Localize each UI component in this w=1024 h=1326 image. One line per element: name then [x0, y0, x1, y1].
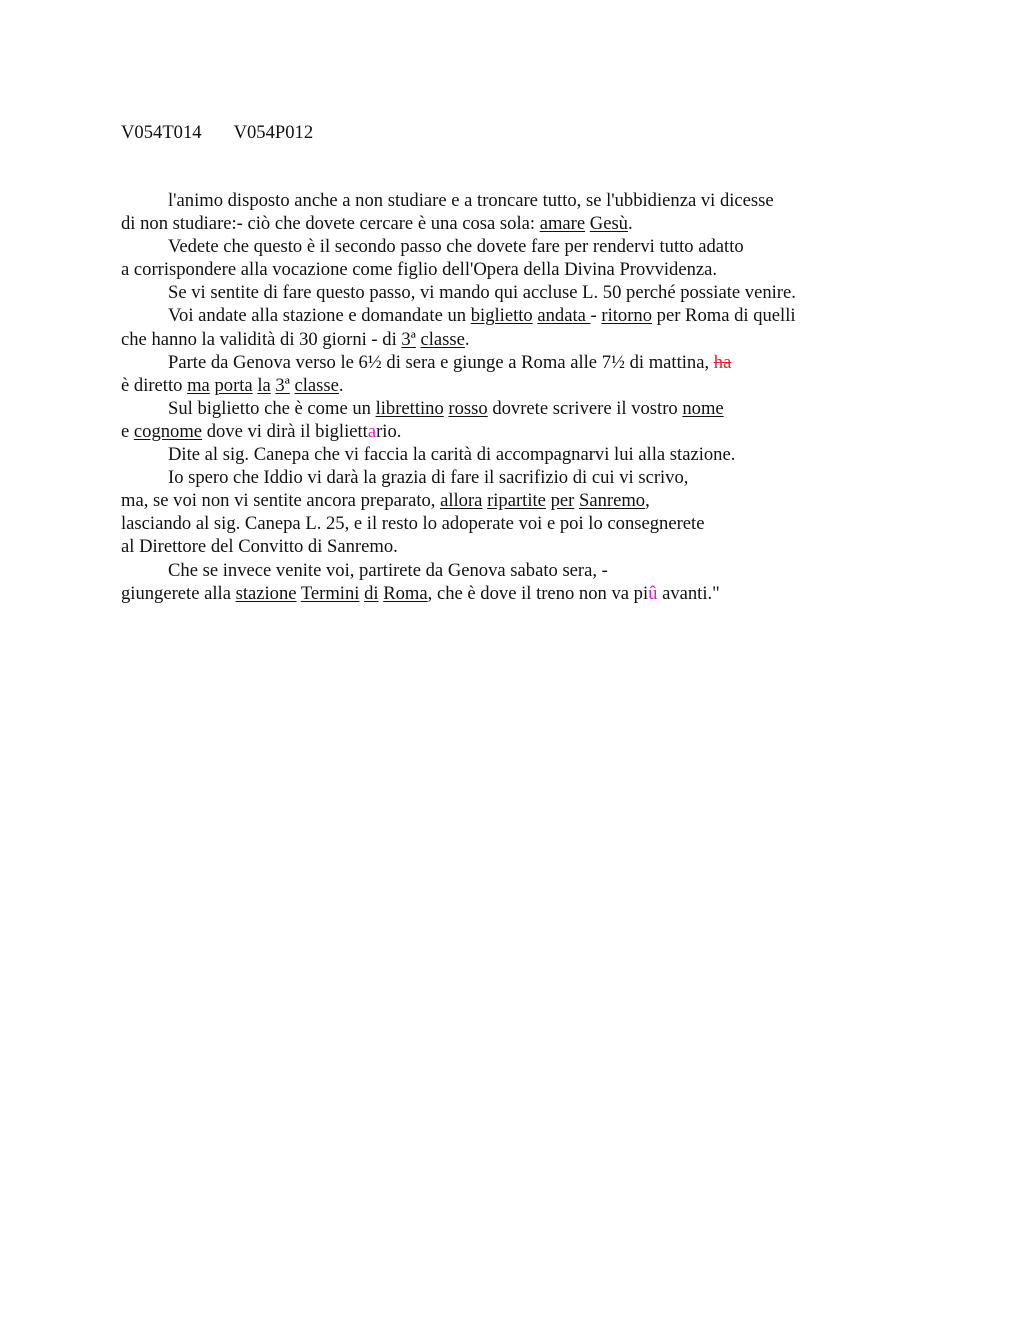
underlined-word: porta	[214, 374, 253, 396]
underlined-word: classe	[294, 374, 339, 396]
text-line	[121, 281, 901, 304]
text-line	[121, 304, 901, 327]
text-segment: di non studiare:- ciò che dovete cercare è una cosa sola:	[121, 213, 540, 235]
underlined-word: Termini	[300, 582, 360, 604]
text-line	[121, 258, 901, 281]
letter-body	[121, 189, 901, 605]
text-segment: .	[627, 213, 633, 235]
underlined-word: rosso	[448, 397, 488, 419]
underlined-word: ma	[187, 374, 210, 396]
underlined-word: ripartite	[487, 490, 546, 512]
text-line	[121, 189, 901, 212]
text-segment: lasciando al sig. Canepa L. 25, e il resto lo adoperate voi e poi lo consegnerete	[121, 513, 705, 535]
text-segment: Vedete che questo è il secondo passo che dovete fare per rendervi tutto adatto	[168, 236, 744, 258]
underlined-word: per	[550, 490, 575, 512]
text-line	[121, 512, 901, 535]
document-code: V054T014	[121, 122, 202, 143]
text-segment: a corrispondere alla vocazione come figlio dell'Opera della Divina Provvidenza.	[121, 259, 718, 281]
text-segment: e	[121, 420, 134, 442]
text-line	[121, 328, 901, 351]
underlined-word: stazione	[235, 582, 297, 604]
underlined-word: di	[364, 582, 379, 604]
text-segment: giungerete alla	[121, 582, 236, 604]
underlined-word: biglietto	[470, 305, 533, 327]
underlined-word: Sanremo	[579, 490, 646, 512]
text-line	[121, 420, 901, 443]
underlined-word: Roma	[383, 582, 428, 604]
text-segment: Io spero che Iddio vi darà la grazia di fare il sacrifizio di cui vi scrivo,	[168, 467, 689, 489]
text-segment: , che è dove il treno non va pi	[427, 582, 649, 604]
text-line	[121, 535, 901, 558]
text-line	[121, 397, 901, 420]
underlined-word: librettino	[375, 397, 444, 419]
underlined-word: nome	[682, 397, 724, 419]
text-line	[121, 582, 901, 605]
underlined-word: classe	[420, 328, 465, 350]
underlined-word: la	[257, 374, 271, 396]
text-segment: Dite al sig. Canepa che vi faccia la carità di accompagnarvi lui alla stazione.	[168, 444, 736, 466]
text-segment: Che se invece venite voi, partirete da Genova sabato sera, -	[168, 559, 608, 581]
text-segment: che hanno la validità di 30 giorni - di	[121, 328, 402, 350]
text-segment: al Direttore del Convitto di Sanremo.	[121, 536, 398, 558]
page-code: V054P012	[233, 122, 314, 143]
text-segment: Voi andate alla stazione e domandate un	[168, 305, 471, 327]
inserted-letter: a	[367, 420, 377, 442]
text-line	[121, 489, 901, 512]
underlined-word: 3ª	[275, 374, 290, 396]
text-line	[121, 443, 901, 466]
text-segment: ma, se voi non vi sentite ancora preparato,	[121, 490, 441, 512]
underlined-word: allora	[440, 490, 483, 512]
text-segment: rio.	[376, 420, 402, 442]
underlined-word: 3ª	[401, 328, 416, 350]
underlined-word: ritorno	[601, 305, 652, 327]
text-segment: -	[590, 305, 602, 327]
text-segment: per Roma di quelli	[652, 305, 796, 327]
underlined-word: andata	[537, 305, 591, 327]
text-segment: l'animo disposto anche a non studiare e a troncare tutto, se l'ubbidienza vi dicesse	[168, 190, 774, 211]
text-segment: Sul biglietto che è come un	[168, 397, 376, 419]
underlined-word: amare	[539, 213, 586, 235]
text-line	[121, 235, 901, 258]
text-segment: ,	[645, 490, 650, 512]
text-segment: dove vi dirà il bigliett	[202, 420, 368, 442]
text-segment: è diretto	[121, 374, 188, 396]
text-line	[121, 351, 901, 374]
text-segment: avanti."	[657, 582, 720, 604]
text-line	[121, 466, 901, 489]
text-segment: .	[464, 328, 470, 350]
text-line	[121, 374, 901, 397]
document-header	[121, 121, 313, 144]
text-segment: dovrete scrivere il vostro	[487, 397, 683, 419]
text-segment: Parte da Genova verso le 6½ di sera e giunge a Roma alle 7½ di mattina,	[168, 351, 714, 373]
inserted-letter: û	[648, 582, 658, 604]
underlined-word: Gesù	[589, 213, 628, 235]
underlined-word: cognome	[133, 420, 203, 442]
text-segment: Se vi sentite di fare questo passo, vi mando qui accluse L. 50 perché possiate venire.	[168, 282, 796, 304]
text-line	[121, 212, 901, 235]
text-segment: .	[338, 374, 344, 396]
text-line	[121, 559, 901, 582]
deleted-word: ha	[713, 351, 732, 373]
